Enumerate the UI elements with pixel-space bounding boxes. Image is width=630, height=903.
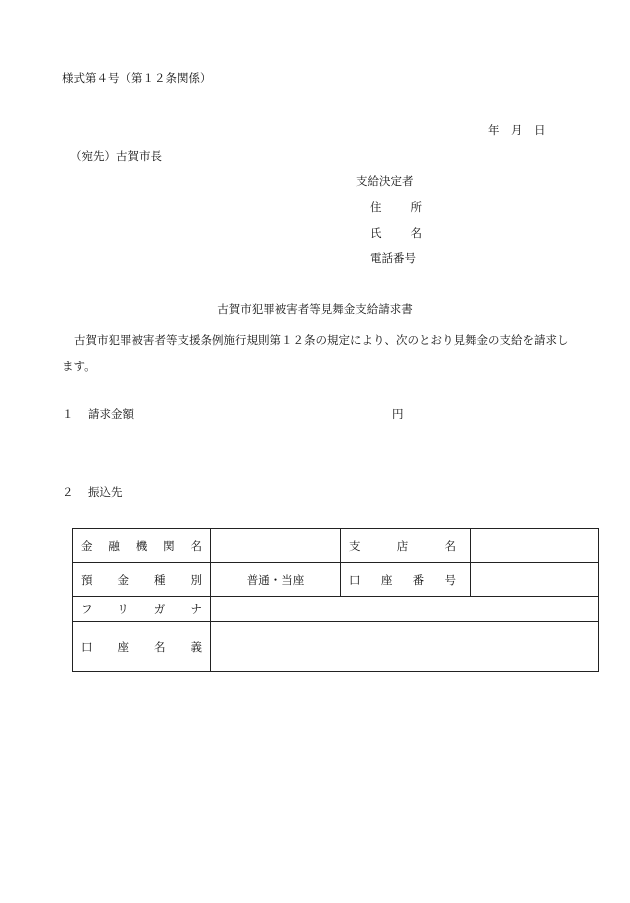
- applicant-address-label: 住所: [370, 200, 422, 214]
- branch-field[interactable]: [471, 529, 599, 563]
- bank-name-field[interactable]: [211, 529, 341, 563]
- form-number: 様式第４号（第１２条関係）: [62, 71, 212, 85]
- body-text: 古賀市犯罪被害者等支援条例施行規則第１２条の規定により、次のとおり見舞金の支給を請求します。: [62, 333, 569, 373]
- furigana-field[interactable]: [211, 597, 599, 622]
- deposit-type-label: 預金種別: [73, 563, 211, 597]
- claim-amount-item: [62, 406, 134, 422]
- applicant-name-label: 氏名: [370, 226, 422, 240]
- table-row: [73, 563, 599, 597]
- bank-name-label: 金融機関名: [73, 529, 211, 563]
- claim-amount-label: 請求金額: [88, 407, 134, 421]
- yen-unit: 円: [392, 407, 404, 421]
- table-row: [73, 529, 599, 563]
- account-holder-field[interactable]: [211, 622, 599, 672]
- table-row: [73, 622, 599, 672]
- document-title: 古賀市犯罪被害者等見舞金支給請求書: [217, 302, 413, 316]
- item-number: ２: [62, 485, 74, 499]
- account-holder-label: 口座名義: [73, 622, 211, 672]
- addressee: （宛先）古賀市長: [70, 149, 162, 163]
- branch-label: 支店名: [341, 529, 471, 563]
- applicant-phone-label: 電話番号: [370, 251, 416, 265]
- item-number: １: [62, 407, 74, 421]
- transfer-destination-label: 振込先: [88, 485, 123, 499]
- table-row: [73, 597, 599, 622]
- account-number-label: 口座番号: [341, 563, 471, 597]
- furigana-label: フリガナ: [73, 597, 211, 622]
- bank-table: [72, 528, 599, 672]
- transfer-destination-item: [62, 484, 123, 500]
- date-line: 年 月 日: [488, 123, 546, 137]
- deposit-type-field[interactable]: 普通・当座: [211, 563, 341, 597]
- account-number-field[interactable]: [471, 563, 599, 597]
- applicant-heading: 支給決定者: [356, 174, 414, 188]
